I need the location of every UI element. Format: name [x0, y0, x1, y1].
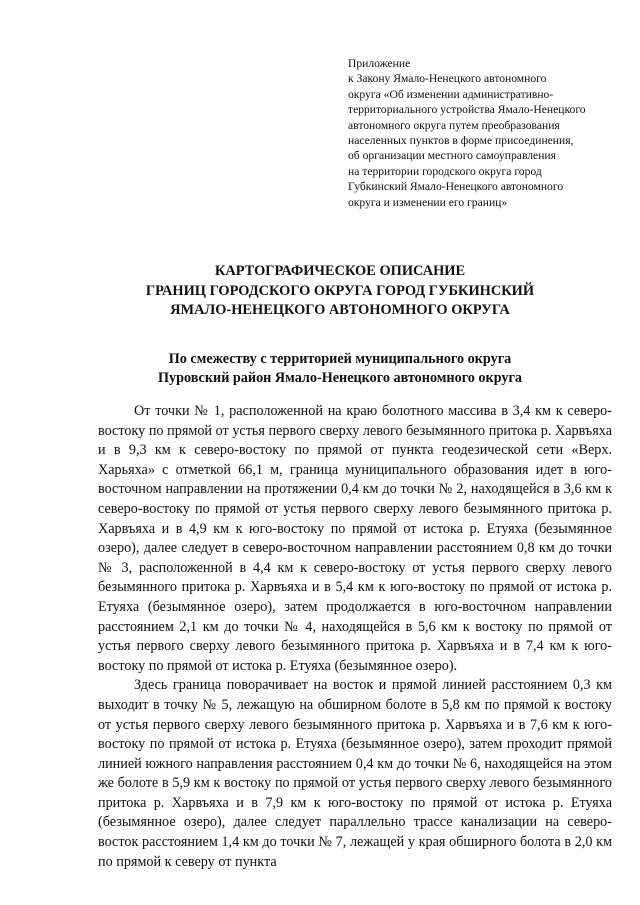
appendix-line: Губкинский Ямало-Ненецкого автономного — [348, 180, 564, 194]
document-title — [70, 262, 610, 321]
appendix-line: об организации местного самоуправления — [348, 149, 556, 163]
section-heading — [70, 350, 610, 389]
section-heading-line: Пуровский район Ямало-Ненецкого автономного округа — [157, 370, 523, 387]
appendix-line: населенных пунктов в форме присоединения, — [348, 134, 574, 148]
appendix-line: территориального устройства Ямало-Ненецкого — [348, 103, 586, 117]
appendix-line: округа и изменении его границ» — [348, 195, 508, 209]
appendix-line: Приложение — [348, 57, 411, 70]
appendix-line: округа «Об изменении административно- — [348, 87, 554, 101]
title-line: КАРТОГРАФИЧЕСКОЕ ОПИСАНИЕ — [214, 263, 466, 279]
appendix-line: автономного округа путем преобразования — [348, 118, 560, 132]
body-paragraph: Здесь граница поворачивает на восток и прямой линией расстоянием 0,3 км выходит в точку № 5, лежащую на обширном болоте в 5,8 км по прямой к востоку от устья первого сверху левого безымянного притока р. Харвъяха и в 7,6 км к юго-востоку по прямой от истока р. Етуяха (безымянное озеро), затем проходит прямой линией южного направления расстоянием 0,4 км до точки № 6, находящейся на этом же болоте в 5,9 км к востоку по прямой от устья первого сверху левого безымянного притока р. Харвъяха и в 7,9 км к юго-востоку по прямой от истока р. Етуяха (безымянное озеро), далее следует параллельно трассе канализации на северо-восток расстоянием 1,4 км до точки № 7, лежащей у края обширного болота в 2,0 км по прямой к северу от пункта — [98, 677, 612, 870]
appendix-line: к Закону Ямало-Ненецкого автономного — [348, 72, 547, 86]
section-heading-line: По смежеству с территорией муниципального округа — [168, 351, 512, 367]
body-text — [98, 402, 612, 872]
title-line: ЯМАЛО-НЕНЕЦКОГО АВТОНОМНОГО ОКРУГА — [170, 302, 510, 319]
appendix-note — [348, 56, 628, 210]
body-paragraph: От точки № 1, расположенной на краю болотного массива в 3,4 км к северо-востоку по прямой от устья первого сверху левого безымянного притока р. Харвъяха и в 9,3 км к северо-востоку по прямой от пункта геодезической сети «Верх. Харьяха» с отметкой 66,1 м, граница муниципального образования идет в юго-восточном направлении на протяжении 0,4 км до точки № 2, находящейся в 3,6 км к северо-востоку по прямой от устья первого сверху левого безымянного притока р. Харвъяха и в 4,9 км к юго-востоку по прямой от истока р. Етуяха (безымянное озеро), далее следует в северо-восточном направлении расстоянием 0,8 км до точки № 3, расположенной в 4,4 км к северо-востоку от устья первого сверху левого безымянного притока р. Харвъяха и в 5,4 км к юго-востоку по прямой от истока р. Етуяха (безымянное озеро), затем продолжается в юго-восточном направлении расстоянием 2,1 км до точки № 4, находящейся в 5,6 км к востоку по прямой от устья первого сверху левого безымянного притока р. Харвъяха и в 7,4 км к юго-востоку по прямой от истока р. Етуяха (безымянное озеро). — [98, 403, 612, 674]
title-line: ГРАНИЦ ГОРОДСКОГО ОКРУГА ГОРОД ГУБКИНСКИЙ — [145, 282, 535, 299]
appendix-line: на территории городского округа город — [348, 164, 542, 178]
